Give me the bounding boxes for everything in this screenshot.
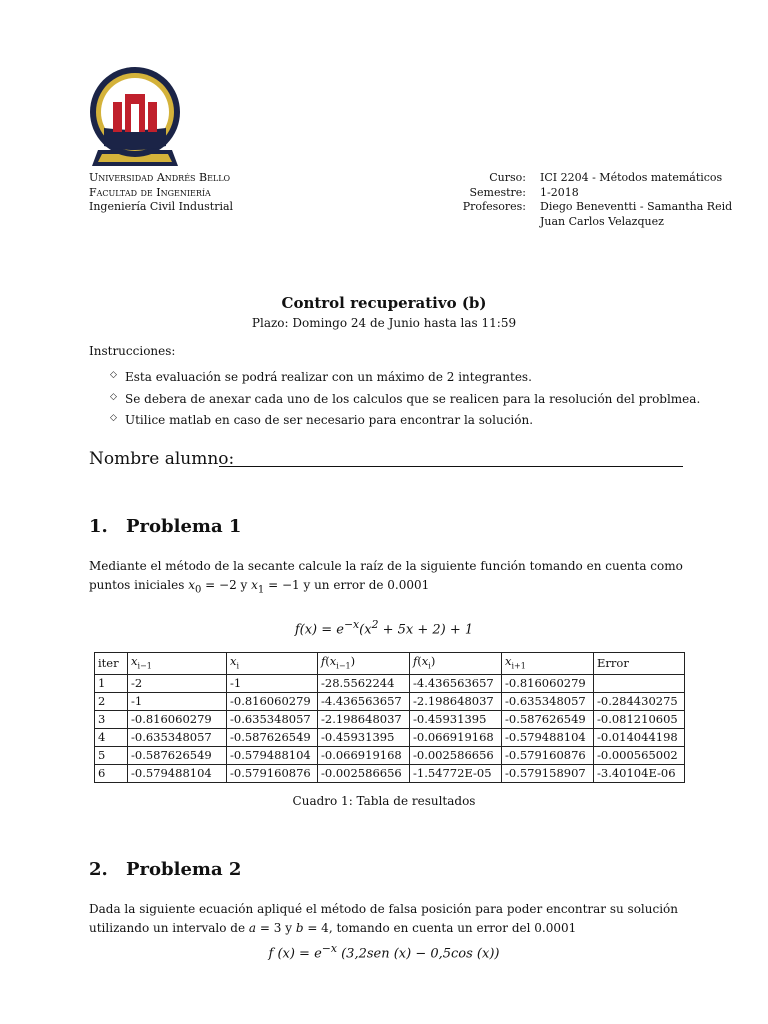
table-cell: -0.014044198 (594, 729, 685, 747)
table-cell: -0.066919168 (410, 729, 502, 747)
list-item: ◇ Utilice matlab en caso de ser necesario para encontrar la solución. (110, 413, 534, 427)
faculty-name: Facultad de Ingeniería (89, 185, 211, 199)
table-cell: 4 (95, 729, 128, 747)
professors-label: Profesores: (462, 200, 526, 213)
problem-1-text: Mediante el método de la secante calcule la raíz de la siguiente función tomando en cuenta como puntos iniciales $x_0 = -2$ y $x_1 = -1$ y un error de 0.0001 (89, 559, 683, 596)
table-row (95, 693, 685, 711)
table-cell: -0.635348057 (227, 711, 318, 729)
diamond-bullet-icon: ◇ (110, 370, 117, 380)
table-cell: -0.579488104 (502, 729, 594, 747)
university-name: Universidad Andrés Bello (89, 171, 231, 184)
table-cell (594, 675, 685, 693)
table-cell: -0.066919168 (318, 747, 410, 765)
table-cell: -0.002586656 (318, 765, 410, 783)
table-cell: -4.436563657 (318, 693, 410, 711)
professors-value-2: Juan Carlos Velazquez (540, 214, 664, 228)
table-cell: -0.816060279 (502, 675, 594, 693)
column-header: $x_i$ (227, 653, 318, 675)
table-cell: 6 (95, 765, 128, 783)
table-caption: Cuadro 1: Tabla de resultados (292, 794, 476, 808)
table-cell: -2.198648037 (410, 693, 502, 711)
table-cell: 1 (95, 675, 128, 693)
career-name: Ingeniería Civil Industrial (89, 200, 234, 213)
table-row (95, 747, 685, 765)
list-item: ◇ Esta evaluación se podrá realizar con un máximo de 2 integrantes. (110, 370, 532, 384)
table-cell: -0.579160876 (227, 765, 318, 783)
deadline: Plazo: Domingo 24 de Junio hasta las 11:59 (251, 316, 517, 330)
university-logo (88, 62, 182, 174)
table-cell: -1 (128, 693, 227, 711)
semester-label: Semestre: (469, 185, 526, 199)
problem-2-heading: 2. Problema 2 (89, 859, 242, 880)
student-name-line[interactable] (219, 466, 683, 467)
table-header-row (95, 653, 685, 675)
table-row (95, 711, 685, 729)
table-cell: -0.587626549 (128, 747, 227, 765)
table-cell: -1 (227, 675, 318, 693)
table-cell: -0.579488104 (128, 765, 227, 783)
course-label: Curso: (489, 171, 526, 184)
table-cell: -3.40104E-06 (594, 765, 685, 783)
table-cell: -0.587626549 (502, 711, 594, 729)
instructions-heading: Instrucciones: (89, 344, 176, 358)
table-cell: -0.081210605 (594, 711, 685, 729)
table-cell: -0.579160876 (502, 747, 594, 765)
table-cell: -0.000565002 (594, 747, 685, 765)
table-cell: -2 (128, 675, 227, 693)
table-cell: -4.436563657 (410, 675, 502, 693)
column-header: $x_{i-1}$ (128, 653, 227, 675)
table-cell: -0.635348057 (128, 729, 227, 747)
column-header: Error (594, 653, 685, 675)
table-cell: -0.284430275 (594, 693, 685, 711)
table-cell: 2 (95, 693, 128, 711)
instructions-list (110, 370, 700, 435)
student-name-label: Nombre alumno: (89, 449, 235, 469)
table-cell: -0.816060279 (227, 693, 318, 711)
table-cell: -28.5562244 (318, 675, 410, 693)
table-cell: -0.587626549 (227, 729, 318, 747)
course-value: ICI 2204 - Métodos matemáticos (540, 171, 723, 184)
problem-2-equation: f $(x) = e^{-x}$ (3,2sen (x) − 0,5cos (x)) (268, 942, 500, 962)
table-row (95, 675, 685, 693)
table-cell: -0.579158907 (502, 765, 594, 783)
course-info-block (440, 171, 732, 229)
table-cell: -0.002586656 (410, 747, 502, 765)
table-row (95, 729, 685, 747)
table-cell: -0.635348057 (502, 693, 594, 711)
problem-2-text: Dada la siguiente ecuación apliqué el método de falsa posición para poder encontrar su solución utilizando un intervalo de a = 3 y b = 4, tomando en cuenta un error del 0.0001 (89, 902, 679, 935)
table-cell: -0.816060279 (128, 711, 227, 729)
table-cell: -0.45931395 (318, 729, 410, 747)
table-cell: 3 (95, 711, 128, 729)
problem-1-heading: 1. Problema 1 (89, 516, 242, 537)
table-cell: -1.54772E-05 (410, 765, 502, 783)
table-cell: -2.198648037 (318, 711, 410, 729)
table-cell: -0.45931395 (410, 711, 502, 729)
table-row (95, 765, 685, 783)
column-header: iter (95, 653, 128, 675)
table-cell: -0.579488104 (227, 747, 318, 765)
document-title: Control recuperativo (b) (281, 294, 487, 312)
diamond-bullet-icon: ◇ (110, 391, 117, 402)
results-table (94, 652, 685, 783)
table-cell: 5 (95, 747, 128, 765)
semester-value: 1-2018 (540, 185, 579, 199)
list-item: ◇ Se debera de anexar cada uno de los calculos que se realicen para la resolución del problmea. (110, 391, 701, 406)
professors-value-1: Diego Beneventti - Samantha Reid (540, 200, 733, 213)
column-header: $f(x_{i-1})$ (318, 653, 410, 675)
column-header: $f(x_i)$ (410, 653, 502, 675)
column-header: $x_{i+1}$ (502, 653, 594, 675)
problem-1-equation: $f(x) = e^{-x}(x^2 + 5x + 2) + 1$ (294, 618, 474, 638)
diamond-bullet-icon: ◇ (110, 413, 117, 423)
institution-block (89, 171, 233, 215)
